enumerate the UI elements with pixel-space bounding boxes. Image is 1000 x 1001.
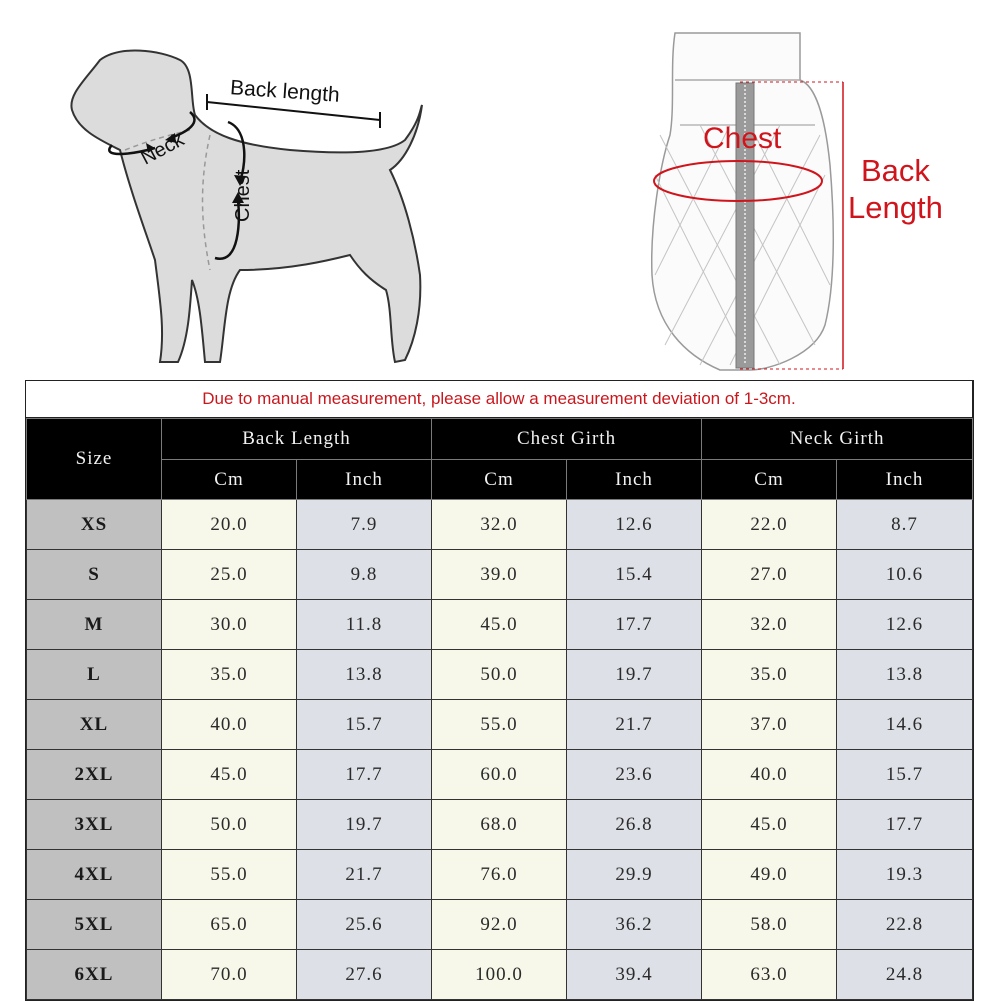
table-row [27, 800, 973, 850]
header-unit-row [27, 460, 973, 500]
value-cell: 55.0 [432, 700, 567, 750]
value-cell: 63.0 [702, 950, 837, 1000]
unit-header: Cm [702, 460, 837, 500]
value-cell: 15.7 [837, 750, 973, 800]
size-cell: XS [27, 500, 162, 550]
table-row [27, 950, 973, 1000]
value-cell: 27.6 [297, 950, 432, 1000]
value-cell: 26.8 [567, 800, 702, 850]
value-cell: 29.9 [567, 850, 702, 900]
table-row [27, 500, 973, 550]
value-cell: 65.0 [162, 900, 297, 950]
value-cell: 36.2 [567, 900, 702, 950]
value-cell: 20.0 [162, 500, 297, 550]
value-cell: 19.7 [297, 800, 432, 850]
vest-back-length-line2: Length [848, 190, 943, 225]
value-cell: 17.7 [297, 750, 432, 800]
value-cell: 32.0 [702, 600, 837, 650]
size-cell: S [27, 550, 162, 600]
value-cell: 27.0 [702, 550, 837, 600]
size-table [26, 418, 973, 1000]
unit-header: Cm [162, 460, 297, 500]
value-cell: 17.7 [837, 800, 973, 850]
value-cell: 45.0 [432, 600, 567, 650]
value-cell: 76.0 [432, 850, 567, 900]
size-header: Size [27, 419, 162, 500]
size-cell: 5XL [27, 900, 162, 950]
value-cell: 10.6 [837, 550, 973, 600]
value-cell: 37.0 [702, 700, 837, 750]
table-row [27, 650, 973, 700]
value-cell: 12.6 [567, 500, 702, 550]
size-chart [25, 380, 974, 1001]
value-cell: 8.7 [837, 500, 973, 550]
value-cell: 21.7 [567, 700, 702, 750]
value-cell: 58.0 [702, 900, 837, 950]
size-cell: XL [27, 700, 162, 750]
neck-girth-header: Neck Girth [702, 419, 973, 460]
vest-chest-label: Chest [703, 122, 782, 155]
value-cell: 55.0 [162, 850, 297, 900]
value-cell: 35.0 [162, 650, 297, 700]
value-cell: 14.6 [837, 700, 973, 750]
size-cell: 4XL [27, 850, 162, 900]
value-cell: 40.0 [702, 750, 837, 800]
value-cell: 30.0 [162, 600, 297, 650]
vest-back-length-label [848, 152, 943, 226]
value-cell: 45.0 [702, 800, 837, 850]
value-cell: 11.8 [297, 600, 432, 650]
size-cell: 3XL [27, 800, 162, 850]
size-cell: M [27, 600, 162, 650]
value-cell: 45.0 [162, 750, 297, 800]
header-group-row [27, 419, 973, 460]
value-cell: 13.8 [297, 650, 432, 700]
vest-back-length-line1: Back [860, 153, 930, 188]
value-cell: 50.0 [162, 800, 297, 850]
value-cell: 68.0 [432, 800, 567, 850]
chest-girth-header: Chest Girth [432, 419, 702, 460]
value-cell: 15.4 [567, 550, 702, 600]
measurement-notice: Due to manual measurement, please allow a measurement deviation of 1-3cm. [26, 381, 972, 418]
chest-label: Chest [232, 169, 254, 222]
table-row [27, 850, 973, 900]
value-cell: 22.8 [837, 900, 973, 950]
value-cell: 13.8 [837, 650, 973, 700]
value-cell: 24.8 [837, 950, 973, 1000]
value-cell: 17.7 [567, 600, 702, 650]
unit-header: Cm [432, 460, 567, 500]
value-cell: 15.7 [297, 700, 432, 750]
unit-header: Inch [297, 460, 432, 500]
value-cell: 40.0 [162, 700, 297, 750]
unit-header: Inch [567, 460, 702, 500]
value-cell: 92.0 [432, 900, 567, 950]
size-cell: L [27, 650, 162, 700]
back-length-header: Back Length [162, 419, 432, 460]
value-cell: 12.6 [837, 600, 973, 650]
size-cell: 6XL [27, 950, 162, 1000]
value-cell: 19.7 [567, 650, 702, 700]
value-cell: 9.8 [297, 550, 432, 600]
value-cell: 60.0 [432, 750, 567, 800]
value-cell: 35.0 [702, 650, 837, 700]
value-cell: 50.0 [432, 650, 567, 700]
value-cell: 21.7 [297, 850, 432, 900]
size-cell: 2XL [27, 750, 162, 800]
table-row [27, 600, 973, 650]
neck-label: Neck [137, 128, 188, 170]
value-cell: 19.3 [837, 850, 973, 900]
value-cell: 22.0 [702, 500, 837, 550]
value-cell: 70.0 [162, 950, 297, 1000]
table-row [27, 900, 973, 950]
value-cell: 7.9 [297, 500, 432, 550]
table-row [27, 750, 973, 800]
value-cell: 25.0 [162, 550, 297, 600]
value-cell: 23.6 [567, 750, 702, 800]
unit-header: Inch [837, 460, 973, 500]
value-cell: 100.0 [432, 950, 567, 1000]
value-cell: 49.0 [702, 850, 837, 900]
value-cell: 32.0 [432, 500, 567, 550]
back-length-label: Back length [229, 76, 341, 107]
value-cell: 39.0 [432, 550, 567, 600]
value-cell: 25.6 [297, 900, 432, 950]
value-cell: 39.4 [567, 950, 702, 1000]
table-row [27, 550, 973, 600]
table-row [27, 700, 973, 750]
